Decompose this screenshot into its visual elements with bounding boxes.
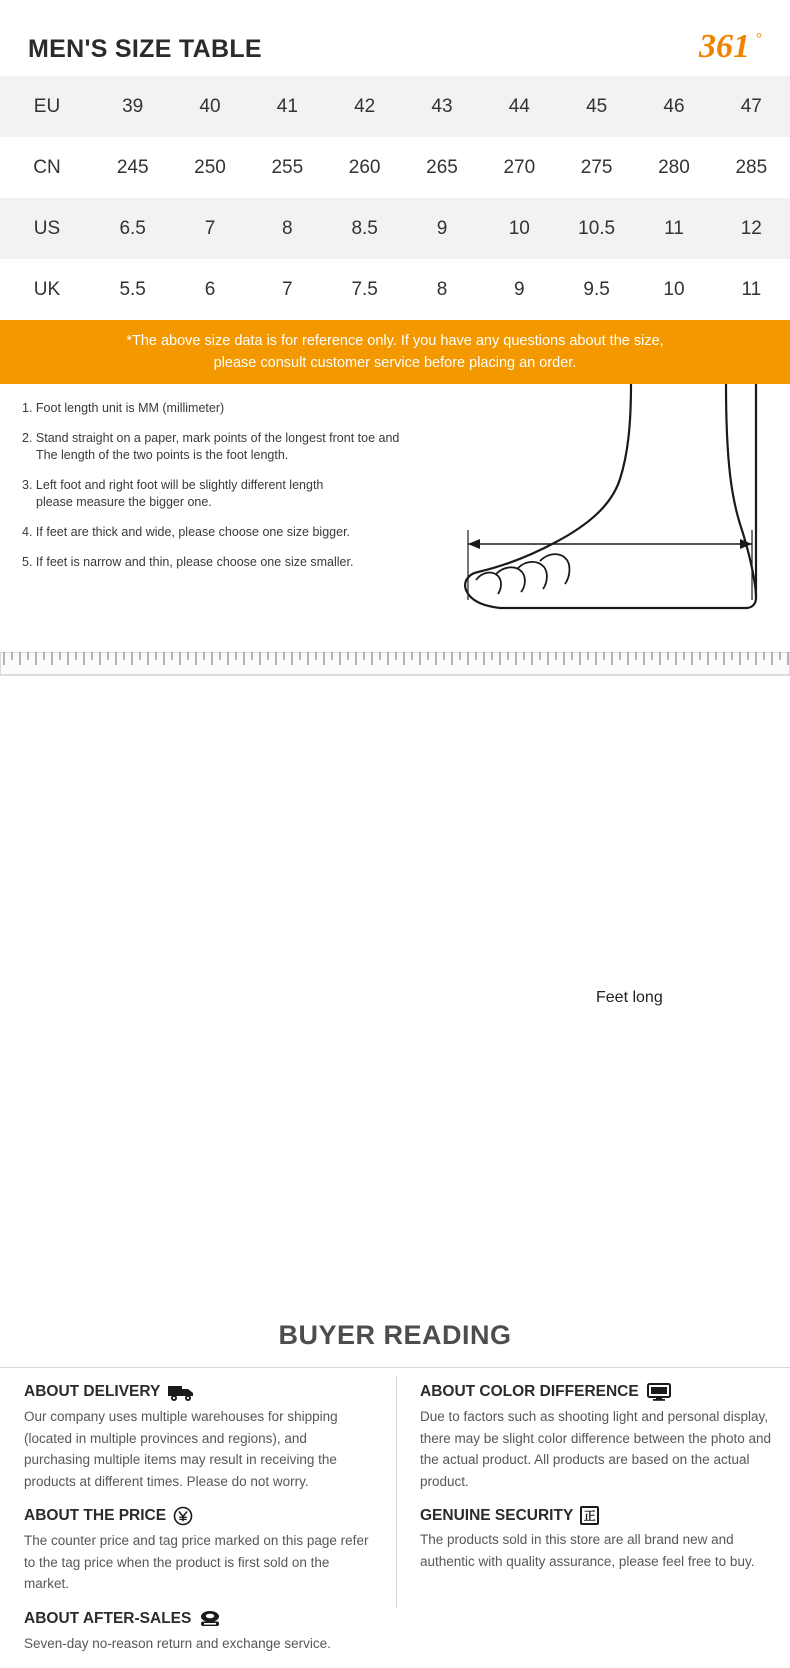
about-delivery-title [24, 1382, 376, 1402]
table-row [0, 76, 790, 137]
table-row [0, 137, 790, 198]
cell-cn-2: 255 [271, 156, 304, 178]
cell-uk-2: 7 [282, 278, 293, 300]
table-row [0, 198, 790, 259]
foot-diagram [460, 384, 790, 630]
instruction-num-1: 1. [22, 401, 33, 415]
cell-us-6: 10.5 [558, 198, 635, 259]
cell-uk-8: 11 [741, 278, 762, 300]
genuine-security-body: The products sold in this store are all brand new and authentic with quality assurance, please feel free to buy. [420, 1532, 755, 1569]
about-after-sales-title [24, 1609, 376, 1629]
instruction-text-1: Foot length unit is MM (millimeter) [35, 401, 225, 415]
row-label-us: US [0, 198, 94, 259]
cell-uk-1: 6 [204, 278, 216, 300]
cell-eu-3: 42 [326, 76, 403, 137]
cell-eu-1: 40 [171, 76, 248, 137]
ruler-svg [0, 652, 790, 676]
about-color-difference-title [420, 1382, 772, 1402]
size-disclaimer-banner [0, 320, 790, 384]
cell-cn-8: 285 [735, 156, 768, 178]
cell-uk-5: 9 [514, 278, 525, 300]
brand-degree-symbol: ° [756, 31, 762, 47]
genuine-icon: 正 [580, 1506, 599, 1525]
row-label-eu: EU [0, 76, 94, 137]
buyer-reading-heading: BUYER READING [278, 1320, 512, 1350]
cell-us-7: 11 [635, 198, 712, 259]
cell-cn-7: 280 [658, 156, 690, 178]
instruction-sub-3: please measure the bigger one. [36, 495, 212, 509]
instruction-text-5: If feet is narrow and thin, please choose one size smaller. [35, 555, 354, 569]
size-table [0, 76, 790, 320]
header [0, 0, 790, 76]
measure-section [0, 384, 790, 1006]
list-item [22, 554, 470, 571]
about-color-difference-title-text: ABOUT COLOR DIFFERENCE [420, 1383, 639, 1400]
row-label-cn: CN [33, 156, 61, 178]
list-item [22, 477, 470, 511]
brand-logo [699, 30, 762, 64]
cell-us-5: 10 [481, 198, 558, 259]
row-label-uk: UK [33, 278, 61, 300]
instruction-num-2: 2. [22, 431, 33, 445]
buyer-reading-right-column [396, 1378, 790, 1668]
measure-instructions [0, 384, 470, 571]
cell-eu-8: 47 [713, 76, 790, 137]
instruction-text-3: Left foot and right foot will be slightly different length [35, 478, 324, 492]
buyer-reading-columns [0, 1368, 790, 1668]
genuine-security-title [420, 1506, 772, 1525]
cell-eu-2: 41 [249, 76, 326, 137]
about-price-block [24, 1506, 376, 1595]
yen-icon [173, 1506, 193, 1526]
about-color-difference-block [420, 1382, 772, 1492]
divider-vertical [396, 1376, 397, 1608]
cell-uk-3: 7.5 [351, 278, 378, 300]
about-delivery-body: Our company uses multiple warehouses for shipping (located in multiple provinces and regions), and purchasing multiple items may result in receiving the products at different times. Please do not worry. [24, 1409, 338, 1489]
brand-logo-text: 361 [699, 28, 750, 65]
list-item [22, 524, 470, 541]
cell-us-0: 6.5 [94, 198, 171, 259]
monitor-icon [646, 1382, 672, 1402]
list-item [22, 400, 470, 417]
instruction-text-4: If feet are thick and wide, please choose one size bigger. [35, 525, 351, 539]
cell-us-1: 7 [171, 198, 248, 259]
cell-eu-4: 43 [403, 76, 480, 137]
about-delivery-block [24, 1382, 376, 1492]
table-row [0, 259, 790, 320]
cell-eu-6: 45 [558, 76, 635, 137]
phone-icon [198, 1609, 222, 1629]
genuine-security-title-text: GENUINE SECURITY [420, 1506, 574, 1524]
cell-cn-4: 265 [426, 156, 458, 178]
about-price-title-text: ABOUT THE PRICE [24, 1507, 167, 1524]
cell-uk-0: 5.5 [119, 278, 146, 300]
genuine-security-block [420, 1506, 772, 1572]
about-price-body: The counter price and tag price marked on this page refer to the tag price when the product is first sold on the market. [24, 1533, 369, 1591]
cell-cn-3: 260 [348, 156, 381, 178]
about-delivery-title-text: ABOUT DELIVERY [24, 1383, 161, 1400]
cell-eu-7: 46 [635, 76, 712, 137]
about-after-sales-block [24, 1609, 376, 1655]
disclaimer-line-2: please consult customer service before placing an order. [213, 355, 577, 371]
cell-us-8: 12 [713, 198, 790, 259]
cell-uk-6: 9.5 [583, 278, 610, 300]
truck-icon [167, 1382, 195, 1402]
buyer-reading-left-column [0, 1378, 396, 1668]
cell-eu-5: 44 [481, 76, 558, 137]
cell-eu-0: 39 [94, 76, 171, 137]
cell-cn-6: 275 [580, 156, 613, 178]
about-after-sales-body: Seven-day no-reason return and exchange service. [24, 1635, 331, 1651]
instruction-num-5: 5. [22, 555, 33, 569]
list-item [22, 430, 470, 464]
instruction-text-2: Stand straight on a paper, mark points of the longest front toe and [35, 431, 400, 445]
cell-cn-0: 245 [116, 156, 149, 178]
about-after-sales-title-text: ABOUT AFTER-SALES [24, 1609, 192, 1627]
about-price-title [24, 1506, 376, 1526]
ruler-graphic [0, 652, 790, 676]
cell-us-4: 9 [403, 198, 480, 259]
cell-uk-7: 10 [663, 278, 685, 300]
cell-cn-1: 250 [194, 156, 226, 178]
instruction-num-3: 3. [22, 478, 33, 492]
instruction-sub-2: The length of the two points is the foot length. [36, 448, 289, 462]
instruction-num-4: 4. [22, 525, 33, 539]
about-color-difference-body: Due to factors such as shooting light and personal display, there may be slight color difference between the photo and the actual product. All products are based on the actual product. [420, 1409, 771, 1489]
buyer-reading-section [0, 1306, 790, 1668]
cell-us-2: 8 [249, 198, 326, 259]
page-title: MEN'S SIZE TABLE [28, 35, 262, 63]
cell-cn-5: 270 [503, 156, 536, 178]
foot-illustration-svg [460, 384, 790, 630]
disclaimer-line-1: *The above size data is for reference only. If you have any questions about the size, [126, 333, 664, 349]
cell-us-3: 8.5 [326, 198, 403, 259]
feet-long-label: Feet long [596, 989, 663, 1006]
cell-uk-4: 8 [436, 278, 448, 300]
